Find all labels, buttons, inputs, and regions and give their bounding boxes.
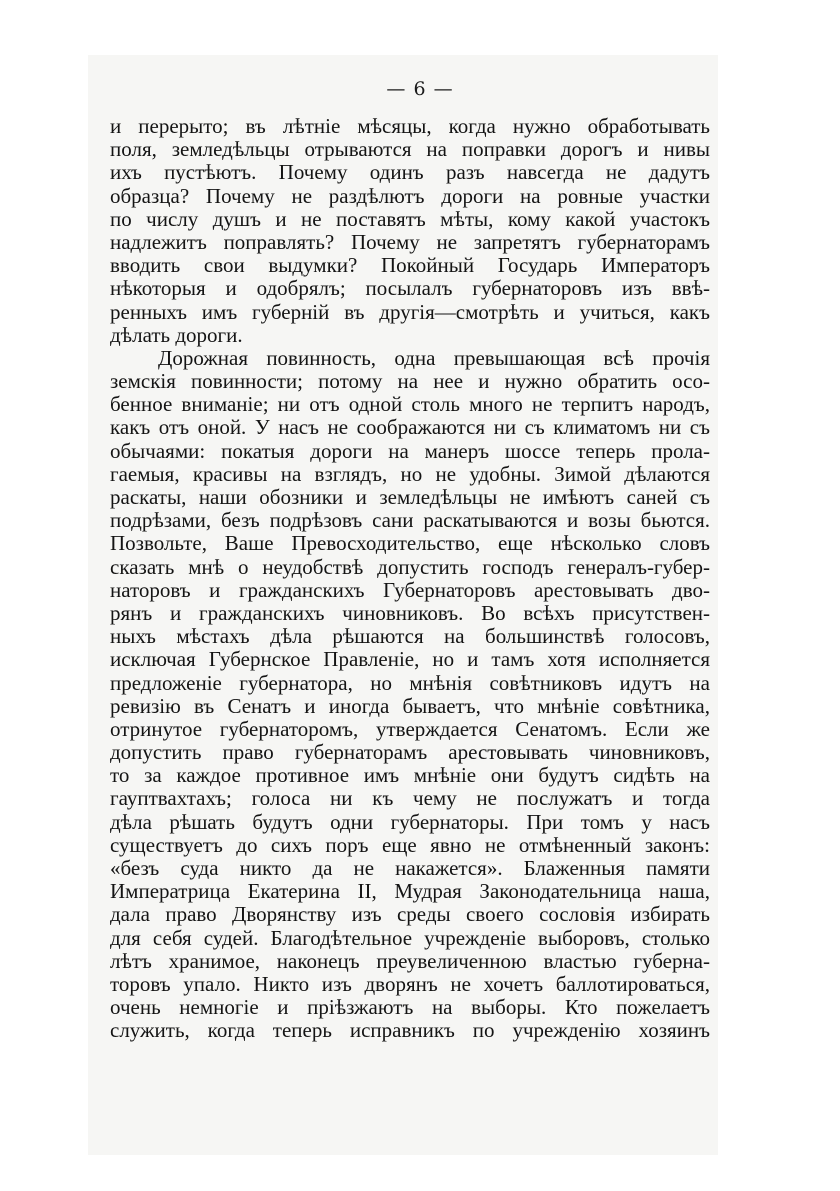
text-line: ихъ пустѣютъ. Почему одинъ разъ навсегда не дадутъ bbox=[110, 160, 710, 185]
text-line: служить, когда теперь исправникъ по учрежденію хозяинъ bbox=[110, 1018, 710, 1043]
text-line: для себя судей. Благодѣтельное учрежденіе выборовъ, столько bbox=[110, 925, 710, 950]
text-line: и перерыто; въ лѣтніе мѣсяцы, когда нужно обработывать bbox=[110, 114, 710, 138]
text-line: очень немногіе и пріѣзжаютъ на выборы. Кто пожелаетъ bbox=[110, 995, 710, 1020]
text-line: Позвольте, Ваше Превосходительство, еще нѣсколько словъ bbox=[110, 531, 710, 556]
text-line: гауптвахтахъ; голоса ни къ чему не послужатъ и тогда bbox=[110, 786, 710, 811]
text-line: исключая Губернское Правленіе, но и тамъ хотя исполняется bbox=[110, 647, 710, 672]
text-line: нѣкоторыя и одобрялъ; посылалъ губернаторовъ изъ ввѣ- bbox=[110, 276, 710, 301]
text-line: рянъ и гражданскихъ чиновниковъ. Во всѣхъ присутствен- bbox=[110, 600, 710, 625]
text-line: обычаями: покатыя дороги на манеръ шоссе теперь прола- bbox=[110, 438, 710, 463]
text-line: наторовъ и гражданскихъ Губернаторовъ арестовывать дво- bbox=[110, 577, 710, 602]
text-line: то за каждое противное имъ мнѣніе они будутъ сидѣть на bbox=[110, 763, 710, 788]
text-line: по числу душъ и не поставятъ мѣты, кому какой участокъ bbox=[110, 206, 710, 231]
text-line: земскія повинности; потому на нее и нужно обратить осо- bbox=[110, 369, 710, 394]
text-line: образца? Почему не раздѣлютъ дороги на ровные участки bbox=[110, 183, 710, 208]
text-line: лѣтъ хранимое, наконецъ преувеличенною властью губерна- bbox=[110, 948, 710, 973]
text-line: дѣла рѣшать будутъ одни губернаторы. При томъ у насъ bbox=[110, 809, 710, 834]
text-line: ревизію въ Сенатъ и иногда бываетъ, что мнѣніе совѣтника, bbox=[110, 693, 710, 718]
text-line: сказать мнѣ о неудобствѣ допустить господъ генералъ-губер- bbox=[110, 554, 710, 579]
text-line: бенное вниманіе; ни отъ одной столь много не терпитъ народъ, bbox=[110, 392, 710, 417]
text-line: торовъ упало. Никто изъ дворянъ не хочетъ баллотироваться, bbox=[110, 971, 710, 996]
text-line: надлежитъ поправлять? Почему не запретятъ губернаторамъ bbox=[110, 229, 710, 254]
text-line: Императрица Екатерина II, Мудрая Законодательница наша, bbox=[110, 879, 710, 904]
text-line: «безъ суда никто да не накажется». Блаженныя памяти bbox=[110, 856, 710, 880]
text-line: подрѣзами, безъ подрѣзовъ сани раскатываются и возы бьются. bbox=[110, 508, 710, 533]
text-line: ренныхъ имъ губерній въ другія—смотрѣть и учиться, какъ bbox=[110, 299, 710, 324]
text-line: допустить право губернаторамъ арестовывать чиновниковъ, bbox=[110, 740, 710, 765]
text-line: отринутое губернаторомъ, утверждается Сенатомъ. Если же bbox=[110, 716, 710, 741]
text-line: поля, земледѣльцы отрываются на поправки дорогъ и нивы bbox=[110, 137, 710, 162]
text-line: предложеніе губернатора, но мнѣнія совѣтниковъ идутъ на bbox=[110, 670, 710, 695]
text-line: дѣлать дороги. bbox=[110, 322, 243, 347]
text-line: Дорожная повинность, одна превышающая всѣ прочія bbox=[158, 345, 710, 370]
text-line: существуетъ до сихъ поръ еще явно не отмѣненный законъ: bbox=[110, 832, 710, 857]
body-text bbox=[110, 115, 710, 1043]
text-line: гаемыя, красивы на взглядъ, но не удобны. Зимой дѣлаются bbox=[110, 461, 710, 486]
page-number: — 6 — bbox=[386, 78, 454, 100]
text-line: ныхъ мѣстахъ дѣла рѣшаются на большинствѣ голосовъ, bbox=[110, 624, 710, 649]
text-line: раскаты, наши обозники и земледѣльцы не имѣютъ саней съ bbox=[110, 485, 710, 509]
text-line: вводить свои выдумки? Покойный Государь Императоръ bbox=[110, 253, 710, 278]
text-line: какъ отъ оной. У насъ не соображаются ни съ климатомъ ни съ bbox=[110, 415, 710, 440]
text-line: дала право Дворянству изъ среды своего сословія избирать bbox=[110, 902, 710, 927]
